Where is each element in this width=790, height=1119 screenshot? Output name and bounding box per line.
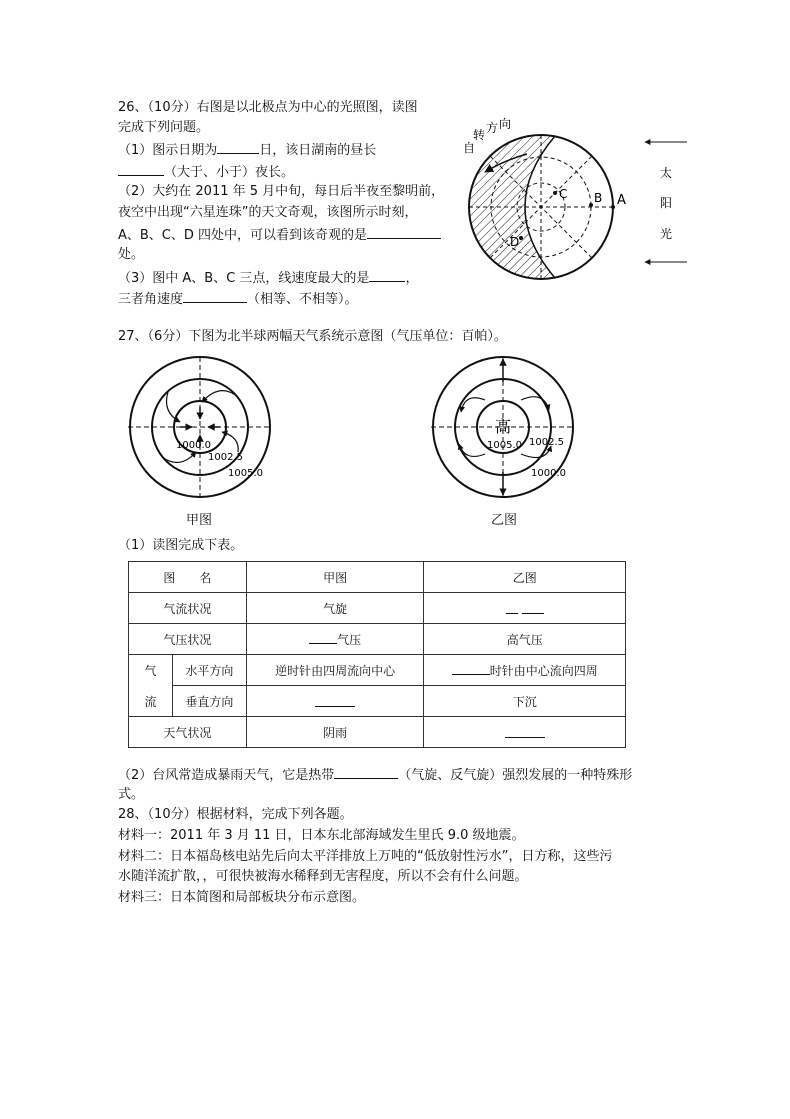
q28-material-1: 材料一：2011 年 3 月 11 日，日本东北部海域发生里氏 9.0 级地震。 bbox=[118, 828, 525, 843]
point-c-label: C bbox=[559, 187, 568, 201]
cell-jia: 逆时针由四周流向中心 bbox=[246, 655, 424, 686]
q27-sub2-text-b: （气旋、反气旋）强烈发展的一种特殊形 bbox=[398, 768, 633, 783]
rotation-label-2: 转 bbox=[473, 128, 486, 142]
answer-blank-location[interactable] bbox=[367, 225, 441, 239]
answer-blank-pressure[interactable] bbox=[309, 630, 337, 644]
q28-title: 28、（10分）根据材料，完成下列各题。 bbox=[118, 807, 353, 822]
q27-sub2-line1 bbox=[118, 765, 632, 785]
q26-part3-text-c: （相等、不相等）。 bbox=[247, 292, 358, 307]
isobar-label-3: 1000.0 bbox=[531, 468, 566, 479]
point-c-marker bbox=[553, 191, 557, 195]
sunlight-label-3: 光 bbox=[660, 227, 673, 241]
q26-title-cont: 完成下列问题。 bbox=[118, 120, 210, 135]
curved-flow-2 bbox=[167, 392, 181, 422]
cell-jia-blank[interactable] bbox=[246, 686, 424, 717]
group-label-1: 气 bbox=[144, 663, 157, 678]
q26-part2-line4: 处。 bbox=[118, 247, 145, 262]
rotation-label-1: 自 bbox=[463, 141, 476, 155]
row-label: 天气状况 bbox=[129, 717, 247, 748]
q26-part1-text-c: （大于、小于）夜长。 bbox=[164, 165, 295, 180]
q28-material-2-line1: 材料二：日本福岛核电站先后向太平洋排放上万吨的“低放射性污水”，日方称，这些污 bbox=[118, 849, 613, 864]
table-row bbox=[129, 593, 626, 624]
row-group-label bbox=[129, 655, 173, 717]
q26-part1-text-b: 日，该日湖南的昼长 bbox=[259, 143, 377, 158]
point-d-marker bbox=[519, 236, 523, 240]
isobar-label-2: 1002.5 bbox=[529, 437, 564, 448]
q26-part3-text-end: ， bbox=[405, 271, 419, 286]
center-label: 高 bbox=[495, 417, 512, 436]
sunlight-label-2: 阳 bbox=[660, 196, 673, 210]
point-b-label: B bbox=[594, 191, 603, 205]
header-yi: 乙图 bbox=[424, 562, 626, 593]
point-a-label: A bbox=[617, 193, 626, 208]
cell-jia[interactable] bbox=[246, 624, 424, 655]
cell-yi-blank[interactable] bbox=[424, 717, 626, 748]
q26-part2-line2: 夜空中出现“六星连珠”的天文奇观，该图所示时刻， bbox=[118, 205, 418, 220]
point-d-label: D bbox=[510, 235, 520, 249]
isobar-label-1: 1005.0 bbox=[487, 440, 522, 451]
q28-material-2-line2: 水随洋流扩散，，可很快被海水稀释到无害程度，所以不会有什么问题。 bbox=[118, 869, 528, 884]
q26-part2-text-c: A、B、C、D 四处中，可以看到该奇观的是 bbox=[118, 228, 368, 243]
table-row bbox=[129, 686, 626, 717]
cell-jia: 气旋 bbox=[246, 593, 424, 624]
point-b-marker bbox=[589, 203, 593, 207]
cell-jia-text: 气压 bbox=[337, 633, 362, 647]
diagram-caption-yi: 乙图 bbox=[491, 513, 518, 528]
q26-part2-line1: （2）大约在 2011 年 5 月中旬，每日后半夜至黎明前， bbox=[118, 184, 445, 199]
q27-sub1: （1）读图完成下表。 bbox=[118, 538, 244, 553]
cell-yi-text: 时针由中心流向四周 bbox=[489, 664, 598, 678]
answer-blank-date[interactable] bbox=[217, 140, 259, 154]
q26-part3-text-b: 三者角速度 bbox=[118, 292, 184, 307]
cell-yi: 高气压 bbox=[424, 624, 626, 655]
group-label-2: 流 bbox=[144, 694, 157, 709]
row-label: 气压状况 bbox=[129, 624, 247, 655]
q26-part3-line2 bbox=[118, 289, 358, 309]
row-label: 垂直方向 bbox=[172, 686, 246, 717]
q26-part3-text-a: （3）图中 A、B、C 三点，线速度最大的是 bbox=[118, 271, 370, 286]
polar-illumination-diagram bbox=[455, 112, 695, 302]
weather-system-table bbox=[128, 561, 626, 748]
answer-blank-typhoon[interactable] bbox=[334, 765, 398, 779]
cell-yi[interactable] bbox=[424, 655, 626, 686]
row-label: 气流状况 bbox=[129, 593, 247, 624]
isobar-label-2: 1002.5 bbox=[208, 452, 243, 463]
q26-part3-line1 bbox=[118, 268, 418, 288]
cell-yi-blank[interactable] bbox=[424, 593, 626, 624]
q26-title: 26、（10分）右图是以北极点为中心的光照图，读图 bbox=[118, 100, 418, 115]
q26-part1-text-a: （1）图示日期为 bbox=[118, 143, 218, 158]
q27-title: 27、（6分）下图为北半球两幅天气系统示意图（气压单位：百帕）。 bbox=[118, 329, 507, 344]
row-label: 水平方向 bbox=[172, 655, 246, 686]
header-jia: 甲图 bbox=[246, 562, 424, 593]
header-name: 图 名 bbox=[129, 562, 247, 593]
anticyclone-diagram bbox=[425, 352, 595, 512]
table-row bbox=[129, 624, 626, 655]
q26-part2-line3 bbox=[118, 225, 441, 245]
cyclone-diagram bbox=[120, 352, 290, 512]
answer-blank-linear-speed[interactable] bbox=[369, 268, 405, 282]
table-header-row bbox=[129, 562, 626, 593]
q28-material-3: 材料三：日本简图和局部板块分布示意图。 bbox=[118, 890, 366, 905]
q27-sub2-line2: 式。 bbox=[118, 787, 145, 802]
q27-sub2-text-a: （2）台风常造成暴雨天气，它是热带 bbox=[118, 768, 335, 783]
table-row bbox=[129, 717, 626, 748]
table-row bbox=[129, 655, 626, 686]
q26-part1-line2 bbox=[118, 162, 294, 182]
isobar-label-1: 1000.0 bbox=[176, 440, 211, 451]
q26-part1-line1 bbox=[118, 140, 376, 160]
sunlight-label-1: 太 bbox=[660, 166, 673, 180]
answer-blank-daylength[interactable] bbox=[118, 162, 164, 176]
answer-blank-angular-speed[interactable] bbox=[183, 289, 247, 303]
isobar-label-3: 1005.0 bbox=[228, 468, 263, 479]
rotation-label-3: 方 bbox=[486, 121, 499, 135]
cell-yi: 下沉 bbox=[424, 686, 626, 717]
point-a-marker bbox=[611, 205, 615, 209]
answer-blank-rotation[interactable] bbox=[452, 661, 490, 675]
diagram-caption-jia: 甲图 bbox=[186, 513, 213, 528]
rotation-label-4: 向 bbox=[499, 117, 512, 131]
cell-jia: 阴雨 bbox=[246, 717, 424, 748]
